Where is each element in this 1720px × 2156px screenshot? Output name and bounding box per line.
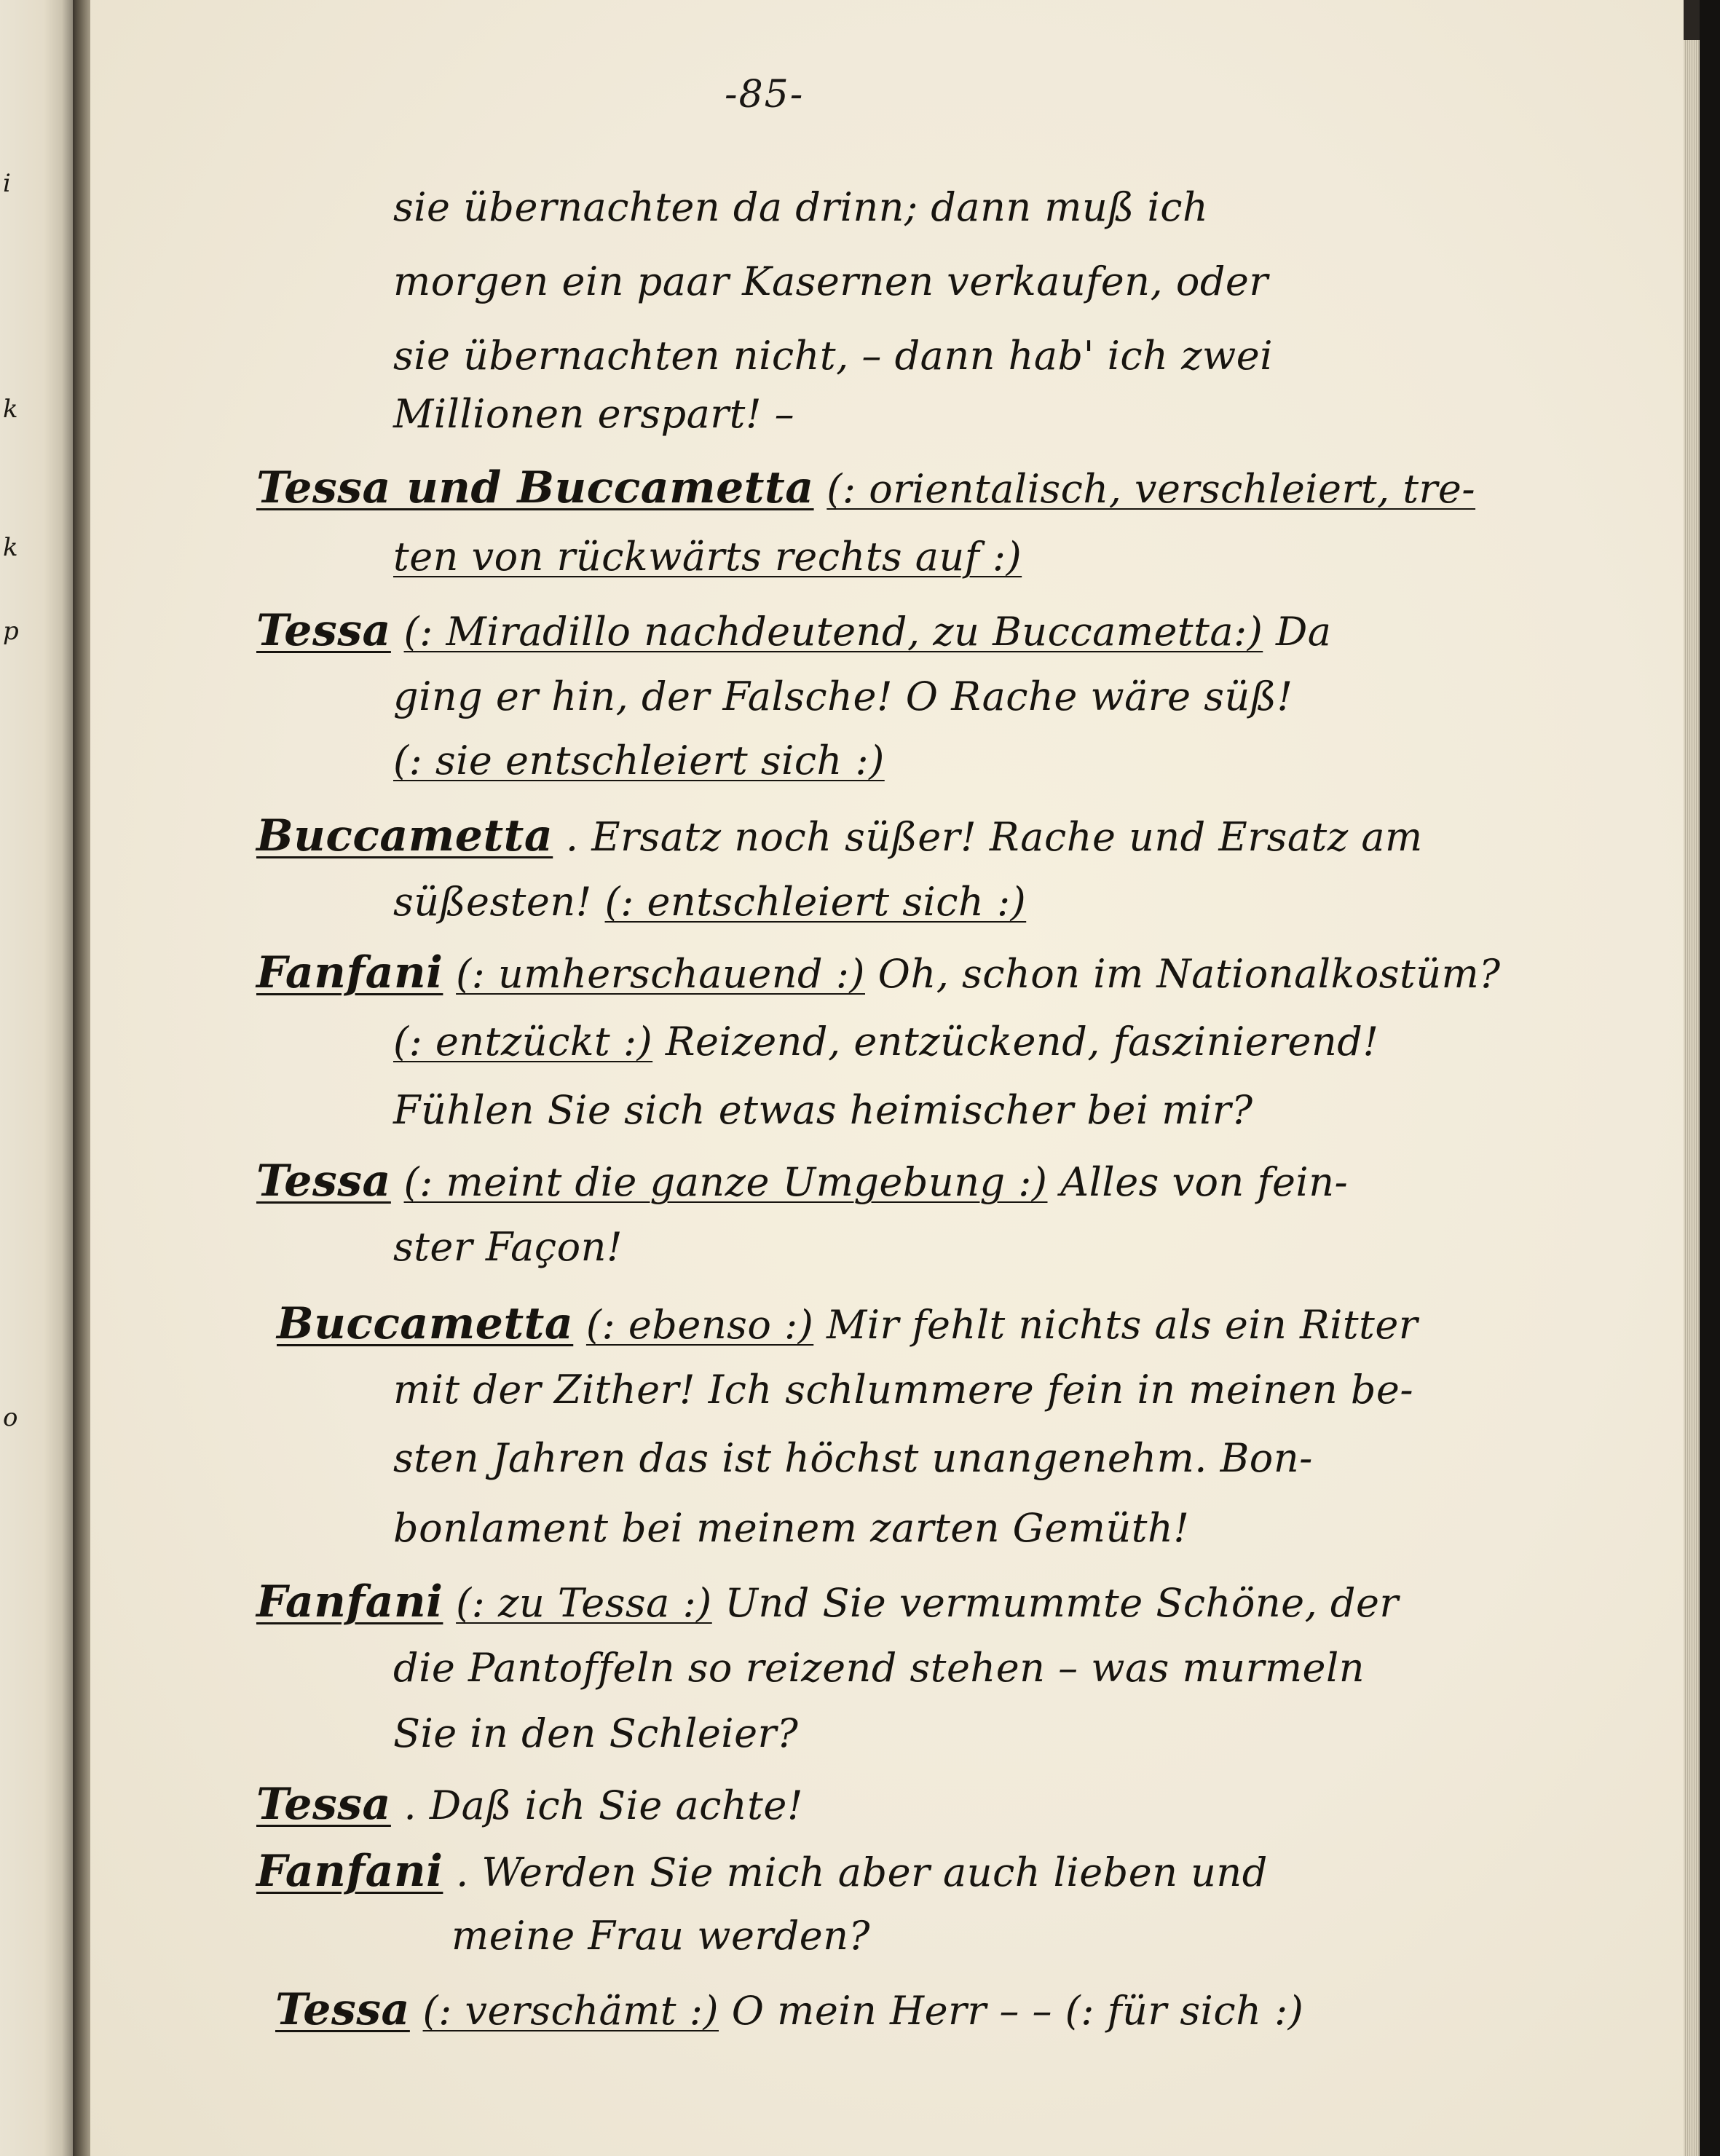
line-text: süßesten!	[393, 879, 592, 925]
script-line	[256, 810, 1423, 861]
script-line	[393, 1435, 1313, 1481]
speaker-name: Fanfani	[256, 947, 443, 998]
line-text: ging er hin, der Falsche! O Rache wäre süß!	[393, 674, 1293, 719]
script-line	[256, 1779, 804, 1830]
stage-direction: ten von rückwärts rechts auf :)	[393, 534, 1022, 580]
line-text: Da	[1275, 609, 1332, 655]
left-page-mark: o	[3, 1403, 18, 1432]
script-line	[393, 391, 795, 437]
left-page-mark: k	[3, 395, 18, 424]
stage-direction: (: entschleiert sich :)	[604, 879, 1027, 925]
book-gutter	[73, 0, 90, 2156]
speaker-name: Tessa	[275, 1984, 410, 2035]
script-line	[451, 1913, 870, 1959]
line-text: sie übernachten da drinn; dann muß ich	[393, 184, 1209, 230]
line-text: Und Sie vermummte Schöne, der	[725, 1580, 1399, 1626]
script-line	[277, 1298, 1419, 1349]
script-line	[256, 947, 1501, 998]
line-text: Reizend, entzückend, faszinierend!	[665, 1019, 1379, 1065]
line-text: sie übernachten nicht, – dann hab' ich zwei	[393, 333, 1273, 379]
script-line	[256, 1576, 1399, 1627]
speaker-name: Tessa und Buccametta	[256, 462, 814, 513]
manuscript-page	[90, 0, 1684, 2156]
speaker-name: Tessa	[256, 1779, 391, 1830]
left-page-mark: i	[3, 169, 11, 198]
script-line	[393, 1087, 1253, 1133]
line-text: Mir fehlt nichts als ein Ritter	[826, 1302, 1419, 1348]
page-stack-edge	[1684, 40, 1700, 2156]
stage-direction: (: meint die ganze Umgebung :)	[403, 1159, 1048, 1205]
script-line	[393, 1367, 1414, 1413]
script-line	[256, 462, 1476, 513]
stage-direction: (: Miradillo nachdeutend, zu Buccametta:)	[403, 609, 1263, 655]
script-line	[393, 1224, 623, 1270]
speaker-name: Buccametta	[256, 810, 553, 861]
speaker-name: Buccametta	[277, 1298, 574, 1349]
speaker-name: Tessa	[256, 605, 391, 656]
speaker-name: Fanfani	[256, 1846, 443, 1897]
script-line	[393, 738, 885, 783]
script-line	[256, 1156, 1349, 1207]
stage-direction: (: verschämt :)	[422, 1988, 719, 2034]
line-text: O mein Herr – – (: für sich :)	[731, 1988, 1304, 2034]
script-line	[393, 534, 1022, 580]
speaker-name: Tessa	[256, 1156, 391, 1207]
script-line	[275, 1984, 1304, 2035]
line-text: ster Façon!	[393, 1224, 623, 1270]
script-line	[393, 1710, 799, 1756]
script-line	[393, 333, 1273, 379]
script-line	[393, 879, 1027, 925]
script-line	[393, 1505, 1190, 1551]
line-text: bonlament bei meinem zarten Gemüth!	[393, 1505, 1190, 1551]
line-text: . Werden Sie mich aber auch lieben und	[456, 1849, 1268, 1895]
script-line	[393, 184, 1209, 230]
line-text: die Pantoffeln so reizend stehen – was murmeln	[393, 1645, 1365, 1691]
page-border	[1700, 0, 1720, 2156]
script-line	[393, 1019, 1379, 1065]
script-line	[256, 605, 1332, 656]
stage-direction: (: entzückt :)	[393, 1019, 653, 1065]
line-text: Oh, schon im Nationalkostüm?	[877, 951, 1501, 997]
left-page-edge	[0, 0, 73, 2156]
script-line	[393, 674, 1293, 719]
line-text: Sie in den Schleier?	[393, 1710, 799, 1756]
stage-direction: (: orientalisch, verschleiert, tre-	[827, 466, 1476, 512]
script-line	[393, 258, 1269, 304]
line-text: Fühlen Sie sich etwas heimischer bei mir?	[393, 1087, 1253, 1133]
stage-direction: (: zu Tessa :)	[456, 1580, 712, 1626]
line-text: . Ersatz noch süßer! Rache und Ersatz am	[565, 814, 1423, 860]
line-text: sten Jahren das ist höchst unangenehm. Bon-	[393, 1435, 1313, 1481]
line-text: mit der Zither! Ich schlummere fein in meinen be-	[393, 1367, 1414, 1413]
line-text: Alles von fein-	[1060, 1159, 1349, 1205]
line-text: Millionen erspart! –	[393, 391, 795, 437]
line-text: . Daß ich Sie achte!	[403, 1782, 804, 1828]
stage-direction: (: sie entschleiert sich :)	[393, 738, 885, 783]
line-text: morgen ein paar Kasernen verkaufen, oder	[393, 258, 1269, 304]
left-page-mark: k	[3, 533, 18, 562]
script-line	[256, 1846, 1268, 1897]
line-text: meine Frau werden?	[451, 1913, 870, 1959]
stage-direction: (: ebenso :)	[585, 1302, 814, 1348]
stage-direction: (: umherschauend :)	[456, 951, 865, 997]
left-page-mark: p	[3, 617, 19, 646]
page-number: -85-	[725, 73, 805, 117]
script-line	[393, 1645, 1365, 1691]
speaker-name: Fanfani	[256, 1576, 443, 1627]
